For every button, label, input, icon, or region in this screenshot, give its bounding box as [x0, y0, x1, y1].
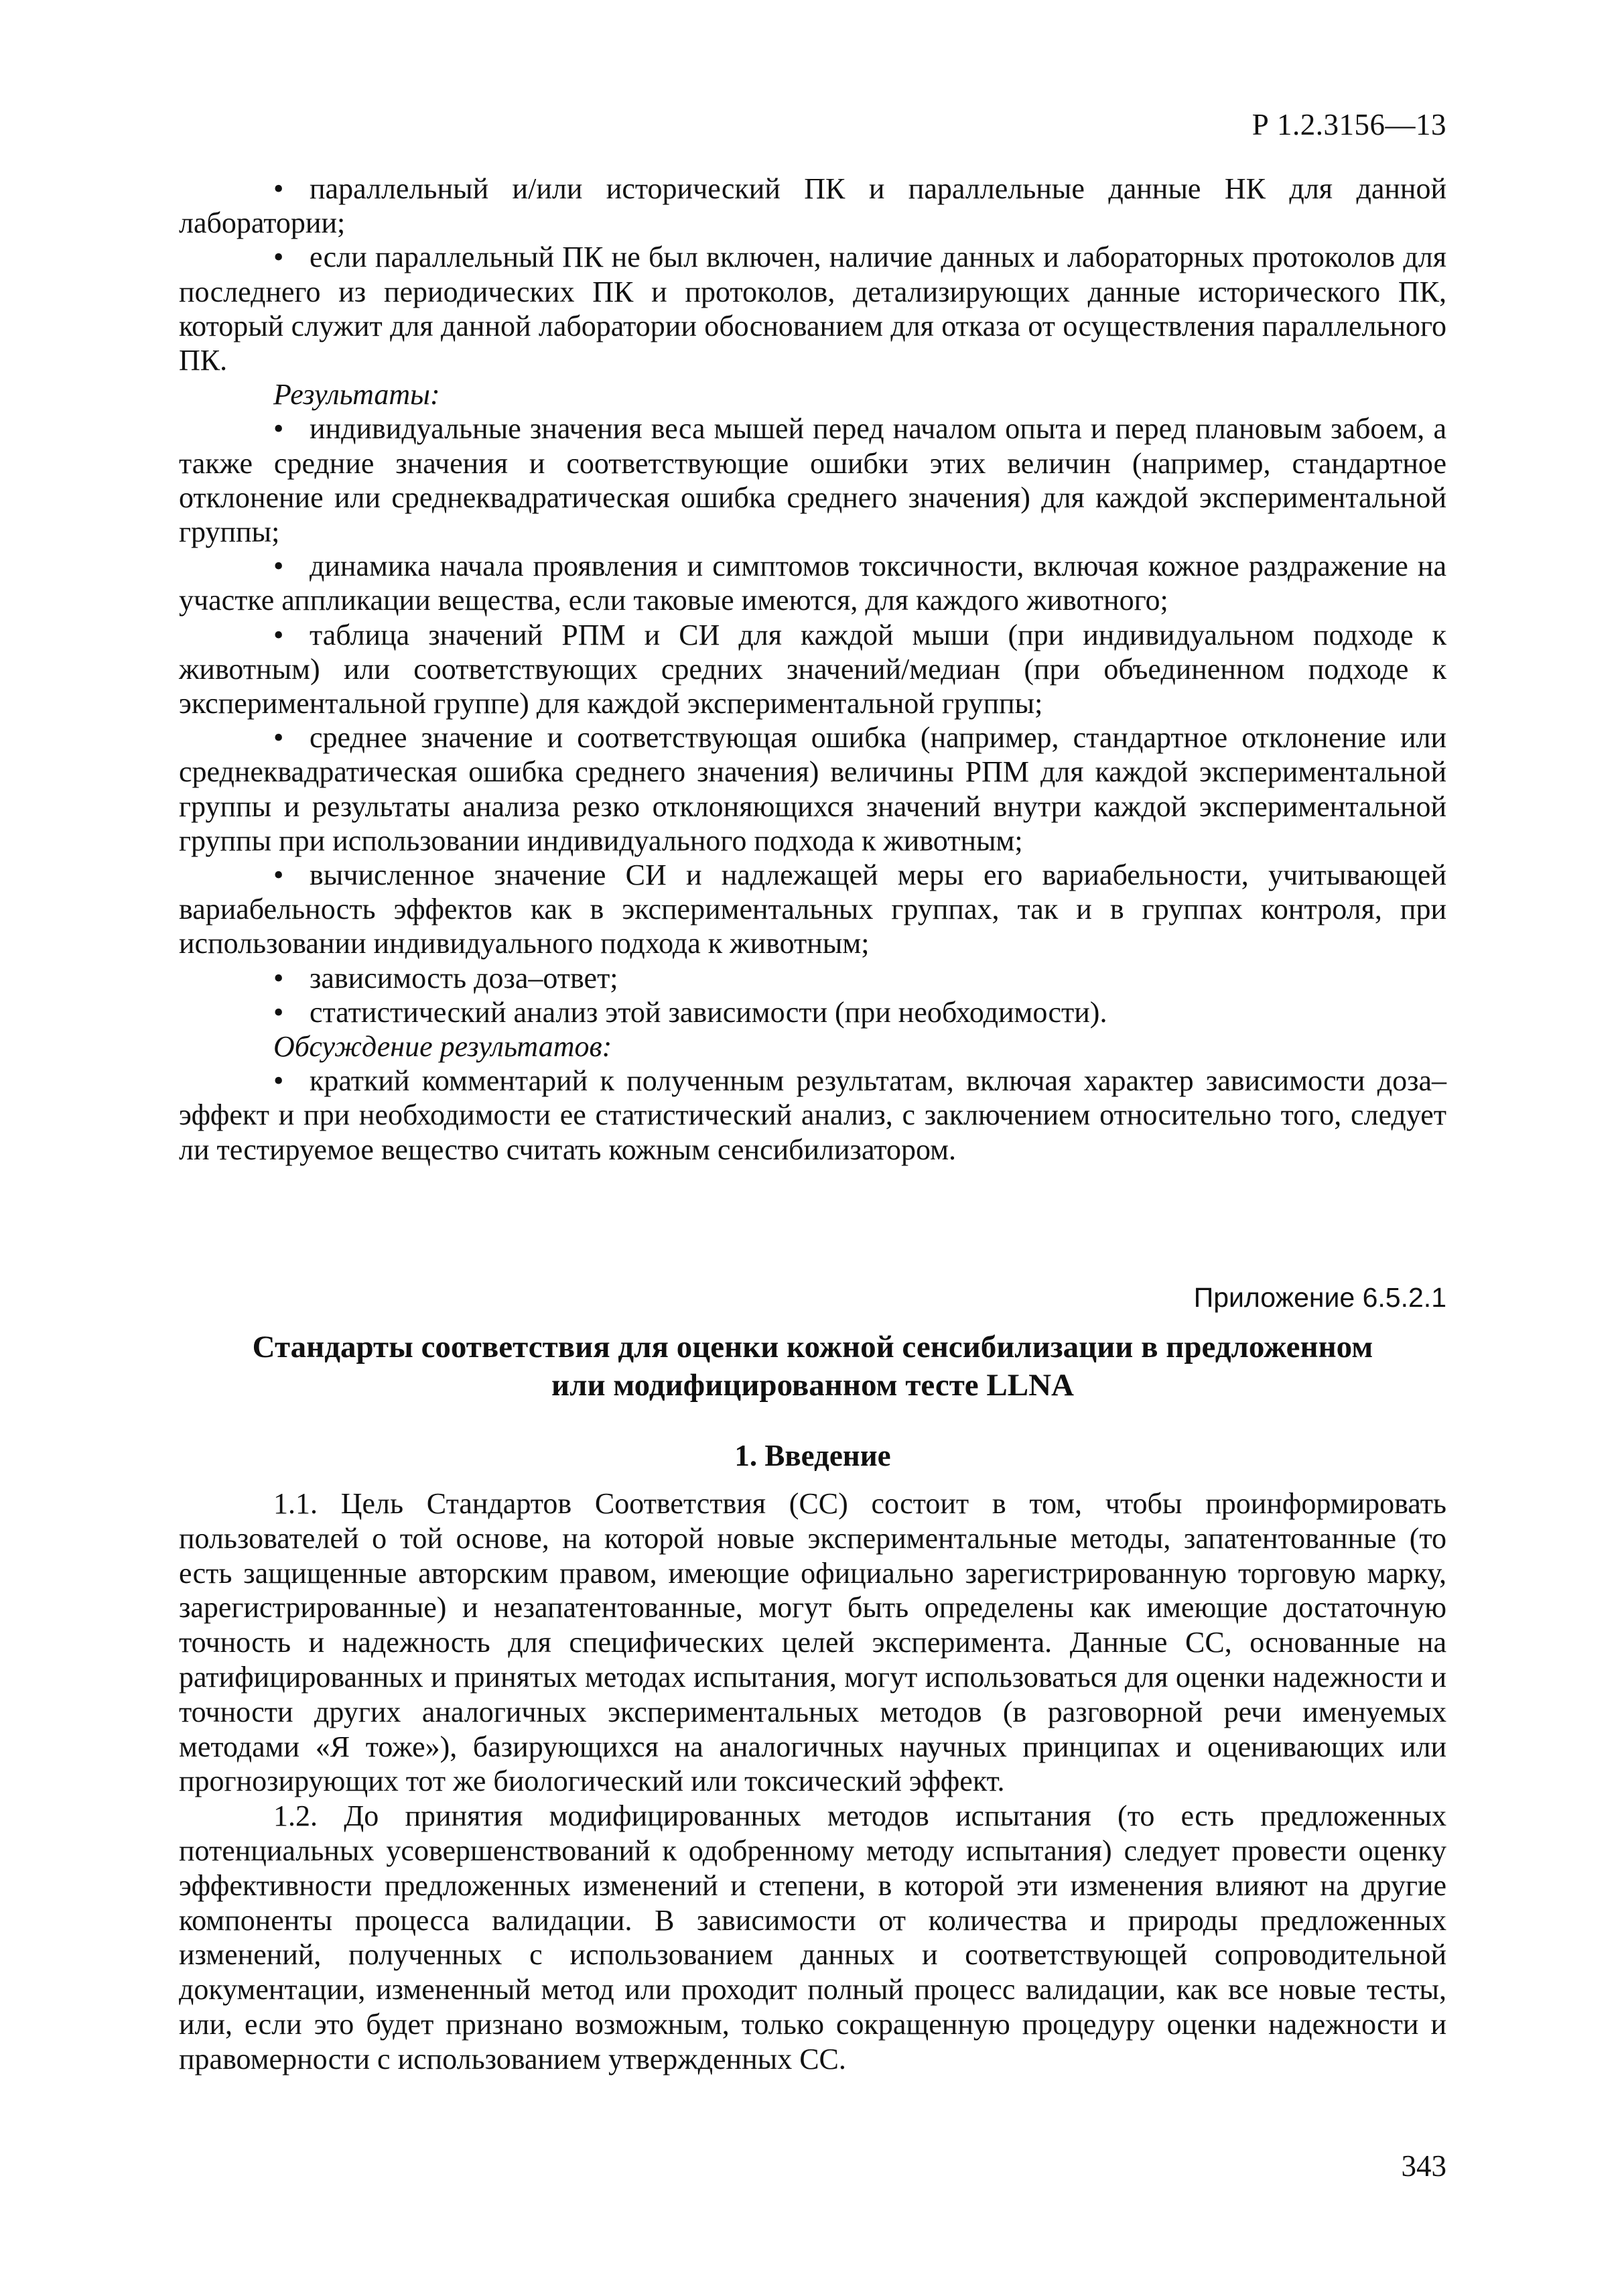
bullet-text: краткий комментарий к полученным результатам, включая характер зависимости доза–эффект и при необходимости ее статистический анализ, с заключением относительно того, следует ли тестируемое вещество считать кожным сенсибилизатором. — [179, 1064, 1446, 1166]
bullet-text: среднее значение и соответствующая ошибка (например, стандартное отклонение или среднеквадратическая ошибка среднего значения) величины РПМ для каждой экспериментальной группы и результаты анализа резко отклоняющихся значений внутри каждой экспериментальной группы при использовании индивидуального подхода к животным; — [179, 721, 1446, 857]
bullet-item — [179, 411, 1446, 549]
bullet-item — [179, 995, 1446, 1029]
bullet-icon: • — [273, 961, 284, 995]
bullet-text: параллельный и/или исторический ПК и параллельные данные НК для данной лаборатории; — [179, 172, 1446, 240]
appendix-title — [179, 1328, 1446, 1405]
section-heading: 1. Введение — [734, 1439, 891, 1472]
bullet-icon: • — [273, 858, 284, 892]
bullet-icon: • — [273, 618, 284, 651]
report-requirements-section — [179, 172, 1446, 1167]
bullet-text: вычисленное значение СИ и надлежащей меры его вариабельности, учитывающей вариабельность эффектов как в экспериментальных группах, так и в группах контроля, при использовании индивидуального подхода к животным; — [179, 858, 1446, 960]
introduction-section — [179, 1486, 1446, 2077]
bullet-item — [179, 858, 1446, 961]
bullet-item — [179, 618, 1446, 721]
discussion-label: Обсуждение результатов: — [273, 1030, 612, 1064]
bullet-text: зависимость доза–ответ; — [310, 961, 618, 995]
appendix-label: Приложение 6.5.2.1 — [1193, 1282, 1446, 1313]
page-number: 343 — [1401, 2149, 1446, 2183]
bullet-item — [179, 720, 1446, 858]
bullet-icon: • — [273, 550, 284, 583]
bullet-item — [179, 1064, 1446, 1167]
bullet-icon: • — [273, 172, 284, 205]
bullet-text: индивидуальные значения веса мышей перед началом опыта и перед плановым забоем, а также средние значения и соответствующие ошибки этих величин (например, стандартное отклонение или среднеквадратическая ошибка среднего значения) для каждой экспериментальной группы; — [179, 412, 1446, 549]
bullet-text: статистический анализ этой зависимости (при необходимости). — [310, 995, 1107, 1029]
bullet-item — [179, 240, 1446, 377]
bullet-text: динамика начала проявления и симптомов токсичности, включая кожное раздражение на участке аппликации вещества, если таковые имеются, для каждого животного; — [179, 550, 1446, 617]
bullet-icon: • — [273, 412, 284, 446]
results-label: Результаты: — [273, 378, 440, 411]
appendix-title-line: или модифицированном тесте LLNA — [551, 1368, 1074, 1403]
bullet-text: таблица значений РПМ и СИ для каждой мыши (при индивидуальном подходе к животным) или соответствующих средних значений/медиан (при объединенном подходе к экспериментальной группе) для каждой экспериментальной группы; — [179, 618, 1446, 720]
bullet-icon: • — [273, 995, 284, 1029]
bullet-icon: • — [273, 721, 284, 755]
bullet-icon: • — [273, 1064, 284, 1098]
appendix-title-line: Стандарты соответствия для оценки кожной сенсибилизации в предложенном — [252, 1330, 1373, 1364]
bullet-icon: • — [273, 241, 284, 274]
bullet-item — [179, 172, 1446, 240]
bullet-item — [179, 961, 1446, 995]
document-code: Р 1.2.3156—13 — [1252, 108, 1446, 141]
paragraph: 1.1. Цель Стандартов Соответствия (СС) состоит в том, чтобы проинформировать пользователей о той основе, на которой новые экспериментальные методы, запатентованные (то есть защищенные авторским правом, имеющие официально зарегистрированную торговую марку, зарегистрированные) и незапатентованные, могут быть определены как имеющие достаточную точность и надежность для специфических целей эксперимента. Данные СС, основанные на ратифицированных и принятых методах испытания, могут использоваться для оценки надежности и точности других аналогичных экспериментальных методов (в разговорной речи именуемых методами «Я тоже»), базирующихся на аналогичных научных принципах и оценивающих или прогнозирующих тот же биологический или токсический эффект. — [179, 1487, 1446, 1798]
paragraph: 1.2. До принятия модифицированных методов испытания (то есть предложенных потенциальных усовершенствований к одобренному методу испытания) следует провести оценку эффективности предложенных изменений и степени, в которой эти изменения влияют на другие компоненты процесса валидации. В зависимости от количества и природы предложенных изменений, полученных с использованием данных и соответствующей сопроводительной документации, измененный метод или проходит полный процесс валидации, как все новые тесты, или, если это будет признано возможным, только сокращенную процедуру оценки надежности и правомерности с использованием утвержденных СС. — [179, 1799, 1446, 2076]
bullet-item — [179, 549, 1446, 617]
bullet-text: если параллельный ПК не был включен, наличие данных и лабораторных протоколов для последнего из периодических ПК и протоколов, детализирующих данные исторического ПК, который служит для данной лаборатории обоснованием для отказа от осуществления параллельного ПК. — [179, 241, 1446, 377]
